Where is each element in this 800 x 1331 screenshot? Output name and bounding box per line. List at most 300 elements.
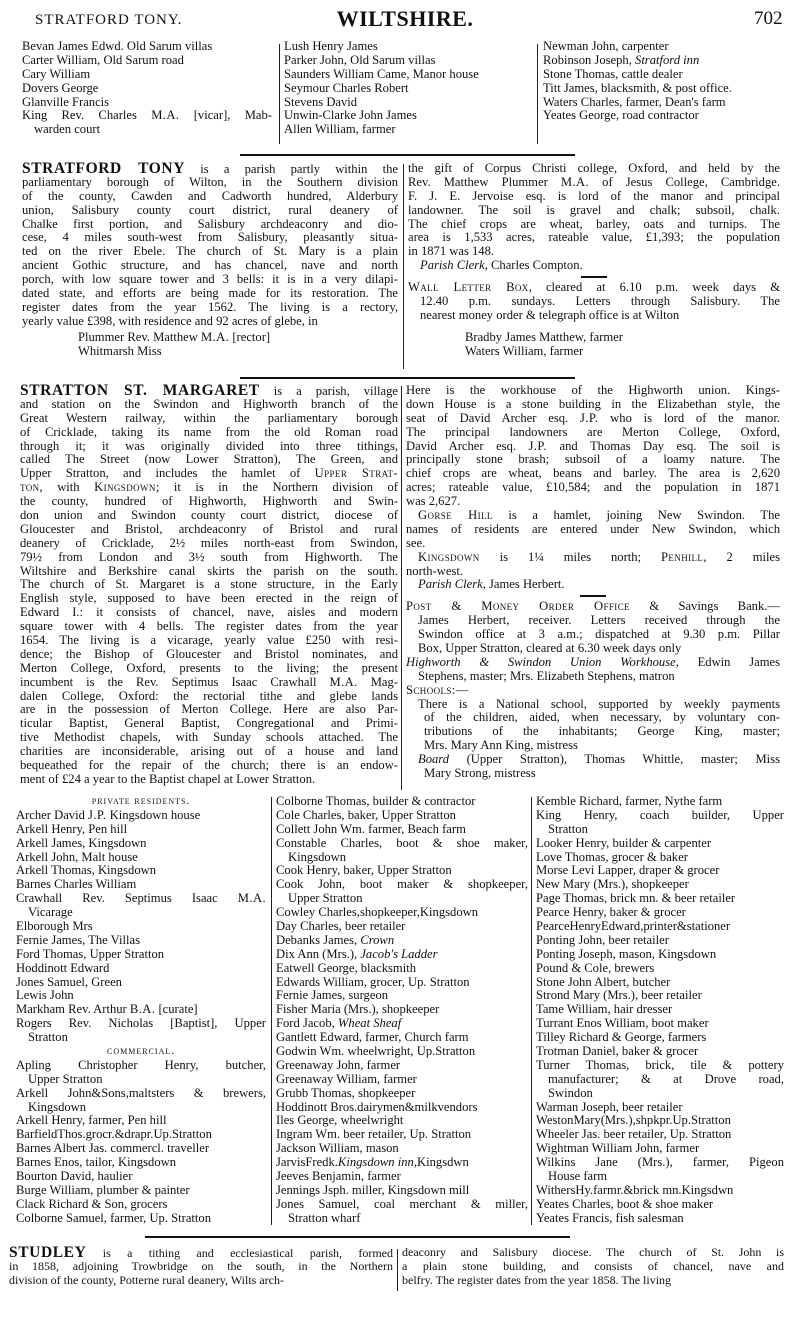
text-line: PearceHenryEdward,printer&stationer (536, 919, 731, 934)
text-line: area is 1,533 acres, rateable value, £1,393; the population (408, 230, 780, 245)
column-divider (401, 386, 402, 790)
text-line: Yeates George, road contractor (543, 108, 699, 123)
text-segment: [curate] (155, 1002, 198, 1017)
text-line: Constable Charles, boot & shoe maker, (276, 835, 528, 850)
paragraph (402, 1246, 784, 1288)
directory-entry (543, 68, 783, 82)
stratford-residents-col3 (543, 40, 783, 123)
directory-entry (16, 851, 266, 865)
directory-entry (276, 934, 528, 948)
text-line: Fernie James, The Villas (16, 932, 140, 947)
text-line: Glanville Francis (22, 94, 110, 109)
directory-entry (276, 1045, 528, 1059)
text-line: principally stone brash; subsoil of a loamy nature. The (406, 452, 780, 467)
text-line (408, 281, 780, 295)
directory-entry (406, 698, 780, 754)
text-line: 1654. The living is a vicarage, yearly value £250 with resi- (20, 633, 398, 648)
directory-entry (284, 82, 530, 96)
text-line: Lush Henry James (284, 39, 378, 53)
text-line: yearly value £398, with residence and 92 acres of glebe, in (22, 313, 318, 328)
paragraph (406, 551, 780, 579)
text-line: Dovers George (22, 80, 99, 95)
text-line (276, 1156, 528, 1170)
text-segment: Crawhall Rev. Septimus Isaac (16, 891, 238, 906)
text-line: WithersHy.farmr.&brick mn.Kingsdwn (536, 1182, 734, 1197)
text-line: and station on the Swindon and Highworth branch of the (20, 396, 398, 411)
directory-entry (536, 906, 784, 920)
italic-text: Stratford inn (635, 52, 700, 67)
directory-entry (284, 109, 530, 123)
text-line: belfry. The register dates from the year 1858. The living (402, 1272, 672, 1287)
county-title: WILTSHIRE. (336, 6, 474, 31)
text-line: Carter William, Old Sarum road (22, 52, 184, 67)
small-caps-text: J.P. (528, 438, 547, 453)
text-line: Barnes Charles William (16, 877, 137, 892)
directory-entry (276, 920, 528, 934)
small-caps-text: M.A. (560, 174, 590, 189)
directory-entry (22, 40, 272, 54)
text-line: warden court (34, 122, 101, 137)
directory-entry (22, 96, 272, 110)
text-line: Yeates Francis, fish salesman (536, 1210, 684, 1225)
directory-entry (276, 1101, 528, 1115)
text-line: Waters Charles, farmer, Dean's farm (543, 94, 726, 109)
text-line: porch, with low square tower and 3 bells: it is in a very dilapi- (22, 272, 398, 287)
directory-entry (406, 753, 780, 781)
stratton-description-left (20, 384, 398, 787)
text-line: Swindon office at 3 a.m.; dispatched at 9.30 p.m. Pillar (418, 627, 780, 642)
small-caps-text: Wall Letter Box (408, 280, 529, 295)
text-line: of the county, Cawden and Cadworth hundred, Alderbury (22, 188, 398, 203)
stratton-residents-col2 (276, 795, 528, 1226)
text-segment: who is lord of the manor. (598, 410, 780, 425)
text-line: Jones Samuel, coal merchant & miller, (276, 1196, 528, 1211)
text-line: F. J. E. Jervoise esq. is lord of the manor and principal (408, 188, 780, 203)
text-line: ancient Gothic structure, and has chancel, nave and north (22, 258, 398, 273)
text-segment: ; it is in the Northern division of (155, 480, 398, 495)
stratford-residents-col2 (284, 40, 530, 137)
directory-entry (276, 948, 528, 962)
italic-text: Jacob's Ladder (360, 946, 438, 961)
directory-entry (276, 1003, 528, 1017)
text-line: nearest money order & telegraph office is at Wilton (420, 307, 680, 322)
small-caps-text: Upper Strat- (314, 466, 398, 481)
text-line: Greenaway William, farmer (276, 1071, 417, 1086)
text-line: Whitmarsh Miss (78, 343, 162, 358)
directory-entry (16, 1114, 266, 1128)
text-line: charities are inconsiderable, arising out of a house and land (20, 744, 398, 759)
stratford-tony-description-right (408, 162, 780, 323)
text-line: Eatwell George, blacksmith (276, 960, 417, 975)
directory-entry (276, 1017, 528, 1031)
directory-entry (16, 1156, 266, 1170)
directory-entry (16, 1198, 266, 1212)
text-line: Kemble Richard, farmer, Nythe farm (536, 794, 723, 808)
directory-entry (78, 345, 378, 359)
text-segment: , with (39, 480, 95, 495)
text-line (406, 509, 780, 523)
text-line: Waters William, farmer (465, 343, 584, 358)
small-caps-text: M.A. (329, 674, 358, 689)
small-caps-text: ton (20, 480, 40, 495)
directory-entry (543, 82, 783, 96)
text-line: Mrs. Mary Ann King, mistress (424, 738, 578, 753)
stratton-residents-col1 (16, 795, 266, 1226)
directory-entry (536, 976, 784, 990)
text-line: of Cricklade, taking its name from the old Roman road (20, 424, 398, 439)
text-line: Burge William, plumber & painter (16, 1182, 190, 1197)
paragraph (406, 384, 780, 509)
italic-text: Board (418, 752, 450, 767)
studley-description-right (402, 1246, 784, 1288)
text-line (16, 809, 266, 823)
directory-entry (276, 1170, 528, 1184)
text-line: Saunders William Came, Manor house (284, 66, 479, 81)
text-line (408, 176, 780, 190)
text-line (543, 54, 783, 68)
text-segment: Mag- (357, 674, 398, 689)
text-line: Arkell Henry, farmer, Pen hill (16, 1113, 167, 1128)
small-caps-text: M.A. (201, 330, 230, 344)
italic-text: Parish Clerk, (418, 577, 486, 592)
text-line: 12.40 p.m. sundays. Letters through Salisbury. The (420, 294, 780, 309)
paragraph (22, 162, 398, 329)
directory-entry (16, 1087, 266, 1115)
text-line: register dates from the year 1562. The living is a rectory, (22, 299, 398, 314)
directory-entry (543, 40, 783, 54)
directory-entry (536, 864, 784, 878)
text-line: Arkell Thomas, Kingsdown (16, 863, 157, 878)
directory-entry (16, 837, 266, 851)
text-line (20, 481, 398, 495)
directory-entry (276, 1073, 528, 1087)
text-line: Cowley Charles,shopkeeper,Kingsdown (276, 905, 479, 920)
text-line: Bevan James Edwd. Old Sarum villas (22, 39, 213, 53)
text-line: in 1871 was 148. (408, 244, 495, 259)
directory-entry (16, 1059, 266, 1087)
text-segment: is a hamlet, joining New Swindon. The (492, 508, 780, 523)
directory-entry (276, 837, 528, 865)
small-caps-text: Schools:— (406, 682, 469, 697)
directory-entry (284, 123, 530, 137)
directory-entry (465, 345, 765, 359)
text-line: Pearce Henry, baker & grocer (536, 905, 686, 920)
text-segment: Archer David (16, 807, 89, 822)
text-line: Apling Christopher Henry, butcher, (16, 1057, 266, 1072)
directory-entry (276, 1128, 528, 1142)
text-line: Yeates Charles, boot & shoe maker (536, 1196, 714, 1211)
directory-entry (16, 1142, 266, 1156)
small-caps-text: Gorse Hill (418, 508, 493, 523)
directory-entry (536, 934, 784, 948)
column-divider (271, 797, 272, 1225)
text-line: tive Methodist chapels, with Sunday schools attached. The (20, 730, 398, 745)
text-line: down House is a stone building in the Elizabethan style, the (406, 396, 780, 411)
text-segment: Ford Jacob, (276, 1016, 338, 1031)
directory-entry (408, 281, 780, 323)
section-rule (240, 154, 575, 156)
text-segment: Upper Stratton, and includes the hamlet of (20, 466, 315, 481)
text-line: Stone John Albert, butcher (536, 974, 671, 989)
text-line (406, 551, 780, 565)
text-segment: [vicar], Mab- (179, 108, 272, 123)
text-line: New Mary (Mrs.), shopkeeper (536, 877, 689, 892)
directory-entry (536, 1003, 784, 1017)
small-caps-text: M.A. (151, 108, 180, 123)
place-name-heading: STUDLEY (9, 1244, 87, 1261)
column-divider (403, 164, 404, 369)
directory-entry (543, 96, 783, 110)
text-line (22, 109, 272, 123)
text-line: Rogers Rev. Nicholas [Baptist], Upper (16, 1016, 266, 1031)
text-segment: Robinson Joseph, (543, 52, 636, 67)
text-line: The principal landowners are Merton College, Oxford, (406, 424, 780, 439)
paragraph (408, 162, 780, 259)
directory-entry (16, 878, 266, 892)
directory-entry (536, 1114, 784, 1128)
text-line: Hoddinott Edward (16, 960, 110, 975)
directory-entry (536, 1128, 784, 1142)
text-line (16, 1003, 266, 1017)
text-line: ted on the river Ebele. The church of St. Mary is a plain (22, 244, 398, 259)
text-line: Grubb Thomas, shopkeeper (276, 1085, 416, 1100)
text-line: was 2,627. (406, 494, 461, 509)
text-line: Strond Mary (Mrs.), beer retailer (536, 988, 702, 1003)
text-line: Wiltshire and Berkshire canal skirts the parish on the south. (20, 563, 398, 578)
small-caps-text: M.A. (237, 891, 266, 906)
text-line: are in the possession of Merton College. Here are also Par- (20, 702, 398, 717)
directory-entry (536, 1156, 784, 1184)
directory-entry (276, 1087, 528, 1101)
directory-entry (536, 851, 784, 865)
text-line: The church of St. Margaret is a stone structure, in the Early (20, 577, 398, 592)
text-line: Cary William (22, 66, 91, 81)
directory-entry (536, 1017, 784, 1031)
small-caps-text: Post & Money Order Office (406, 599, 631, 614)
stratton-description-right (406, 384, 780, 781)
text-line (406, 578, 780, 592)
text-segment: seat of David Archer esq. (406, 410, 580, 425)
stratford-tony-description-left (22, 162, 398, 329)
text-segment: JarvisFredk. (276, 1155, 338, 1170)
text-line: Love Thomas, grocer & baker (536, 849, 688, 864)
text-line: Turner Thomas, brick, tile & pottery (536, 1057, 784, 1072)
text-segment: Kingsdown house (106, 807, 201, 822)
text-line: Cole Charles, baker, Upper Stratton (276, 807, 456, 822)
text-line: Warman Joseph, beer retailer (536, 1099, 683, 1114)
column-divider (531, 797, 532, 1225)
text-line: Newman John, carpenter (543, 39, 669, 53)
directory-entry (536, 1142, 784, 1156)
text-line: Chalke first portion, and Salisbury archdeaconry and dio- (22, 216, 398, 231)
directory-entry (276, 976, 528, 990)
text-line: dalen College, Oxford: the rectorial tithe and glebe lands (20, 688, 398, 703)
running-head-left: STRATFORD TONY. (35, 12, 183, 28)
studley-description-left (9, 1246, 393, 1288)
directory-entry (536, 892, 784, 906)
text-line: Titt James, blacksmith, & post office. (543, 80, 732, 95)
directory-entry (16, 1003, 266, 1017)
directory-entry (543, 109, 783, 123)
directory-entry (536, 1031, 784, 1045)
text-line: James Herbert, receiver. Letters received through the (418, 613, 780, 628)
text-line: Barnes Albert Jas. commercl. traveller (16, 1141, 210, 1156)
text-line: There is a National school, supported by weekly payments (418, 696, 780, 711)
text-line: Great Western railway, within the parliamentary borough (20, 410, 398, 425)
text-line: Wheeler Jas. beer retailer, Up. Stratton (536, 1127, 732, 1142)
text-line: Page Thomas, brick mn. & beer retailer (536, 891, 736, 906)
directory-entry (465, 331, 765, 345)
text-line: Day Charles, beer retailer (276, 919, 406, 934)
text-segment: , 2 miles (703, 549, 780, 564)
short-rule (580, 595, 606, 597)
text-line: Ford Thomas, Upper Stratton (16, 946, 165, 961)
text-segment: King Rev. Charles (22, 108, 152, 123)
directory-entry (16, 989, 266, 1003)
text-line (78, 331, 378, 345)
directory-entry (284, 68, 530, 82)
text-line: Arkell Henry, Pen hill (16, 821, 128, 836)
directory-entry (276, 795, 528, 809)
text-line: Kingsdown (288, 849, 347, 864)
text-line: Arkell John&Sons,maltsters & brewers, (16, 1085, 266, 1100)
text-line: Stevens David (284, 94, 358, 109)
text-line: Edwards William, grocer, Up. Stratton (276, 974, 470, 989)
directory-entry (406, 684, 780, 698)
list-heading (16, 1045, 266, 1059)
text-line: dated state, and efforts are being made for its restoration. The (22, 286, 398, 301)
text-line: deanery of Cricklade, 2½ miles north-east from Swindon, (20, 535, 398, 550)
text-line: Upper Stratton (288, 891, 363, 906)
text-line: Seymour Charles Robert (284, 80, 409, 95)
text-line: private residents. (91, 795, 191, 807)
directory-entry (536, 1198, 784, 1212)
small-caps-text: Kingsdown (418, 549, 480, 564)
text-line: ticular Baptist, General Baptist, Congregational and Primi- (20, 716, 398, 731)
text-line: Clack Richard & Son, grocers (16, 1196, 168, 1211)
text-line: Iles George, wheelwright (276, 1113, 404, 1128)
text-line (406, 440, 780, 454)
italic-text: Highworth & Swindon Union Workhouse, (406, 654, 679, 669)
text-line: bequeathed for the repair of the church; there is an endow- (20, 758, 398, 773)
short-rule (581, 276, 607, 278)
text-line (20, 676, 398, 690)
directory-entry (276, 1198, 528, 1226)
italic-text: Wheat Sheaf (337, 1016, 402, 1031)
small-caps-text: J.P. (88, 807, 107, 822)
text-line: dence; the Bishop of Gloucester and Bristol nominates, and (20, 646, 398, 661)
text-line (20, 467, 398, 481)
directory-entry (536, 837, 784, 851)
directory-entry (276, 864, 528, 878)
directory-entry (16, 809, 266, 823)
text-line: Looker Henry, builder & carpenter (536, 835, 712, 850)
text-segment: is a parish partly within the (185, 162, 398, 176)
text-line: Stratton wharf (288, 1210, 361, 1225)
directory-entry (536, 962, 784, 976)
text-line: Greenaway John, farmer (276, 1057, 401, 1072)
text-line: English style, supposed to have been erected in the reign of (20, 591, 398, 606)
text-segment: Debanks James, (276, 932, 361, 947)
small-caps-text: J.P. (579, 410, 599, 425)
stratford-residents-col1 (22, 40, 272, 137)
directory-entry (406, 656, 780, 684)
text-line: Stratton (548, 821, 588, 836)
directory-entry (16, 823, 266, 837)
directory-entry (284, 54, 530, 68)
text-segment: Plummer Rev. Matthew (78, 330, 202, 344)
text-line: called The Street (now Lower Stratton), The Green, and (20, 452, 398, 467)
directory-entry (536, 1184, 784, 1198)
text-line: Barnes Enos, tailor, Kingsdown (16, 1155, 177, 1170)
text-line: Swindon (548, 1085, 593, 1100)
text-segment: Charles Compton. (487, 258, 583, 273)
text-line: Arkell John, Malt house (16, 849, 138, 864)
text-line: union, Salisbury county court district, rural deanery of (22, 202, 398, 217)
section-rule (240, 377, 575, 379)
text-line: Colborne Thomas, builder & contractor (276, 794, 476, 808)
directory-entry (536, 1059, 784, 1101)
text-segment: [rector] (229, 330, 271, 344)
directory-entry (536, 1212, 784, 1226)
text-line: Allen William, farmer (284, 122, 396, 137)
text-line: Fernie James, surgeon (276, 988, 389, 1003)
text-segment: Kingsdwn (417, 1155, 469, 1170)
text-line (408, 259, 780, 273)
text-segment: James Herbert. (485, 577, 565, 592)
text-line: WestonMary(Mrs.),shpkpr.Up.Stratton (536, 1113, 731, 1128)
text-line: 79½ from London and 3½ south from Highworth. The (20, 549, 398, 564)
text-line: Fisher Maria (Mrs.), shopkeeper (276, 1002, 440, 1017)
text-line: of the children, aided, when necessary, by voluntary con- (424, 710, 780, 725)
text-line: Turrant Enos William, boot maker (536, 1016, 709, 1031)
text-line: in 1858, adjoining Trowbridge on the south, in the Northern (9, 1258, 393, 1273)
text-line: Morse Levi Lapper, draper & grocer (536, 863, 720, 878)
directory-entry (536, 809, 784, 837)
text-line: the gift of Corpus Christi college, Oxford, and held by the (408, 161, 780, 175)
directory-entry (78, 331, 378, 345)
text-line: Jackson William, mason (276, 1141, 399, 1156)
text-segment: is a tithing and ecclesiastical parish, formed (86, 1246, 393, 1260)
text-line: Trotman Daniel, baker & grocer (536, 1044, 699, 1059)
text-line: Cook John, boot maker & shopkeeper, (276, 877, 528, 892)
directory-entry (276, 809, 528, 823)
text-line: The chief crops are wheat, barley, oats and turnips. The (408, 216, 780, 231)
directory-entry (543, 54, 783, 68)
text-line: Jones Samuel, Green (16, 974, 122, 989)
place-name-heading: STRATTON ST. MARGARET (20, 382, 260, 399)
small-caps-text: Kingsdown (94, 480, 156, 495)
text-segment: Markham Rev. Arthur (16, 1002, 130, 1017)
text-line: see. (406, 535, 426, 550)
text-line (22, 162, 398, 176)
list-heading (16, 795, 266, 809)
column-divider (397, 1249, 398, 1291)
text-line (20, 384, 398, 398)
directory-entry (284, 40, 530, 54)
text-segment: David Archer esq. (406, 438, 529, 453)
directory-entry (16, 962, 266, 976)
text-line: Arkell James, Kingsdown (16, 835, 147, 850)
text-segment: , cleared at 6.10 p.m. week days & (528, 280, 780, 295)
text-line: Colborne Samuel, farmer, Up. Stratton (16, 1210, 212, 1225)
text-line: through it; it was originally divided into three tithings, (20, 438, 398, 453)
directory-entry (276, 823, 528, 837)
directory-entry (536, 948, 784, 962)
directory-entry (406, 600, 780, 656)
text-line: Ponting John, beer retailer (536, 932, 669, 947)
text-line: Gantlett Edward, farmer, Church farm (276, 1030, 469, 1045)
